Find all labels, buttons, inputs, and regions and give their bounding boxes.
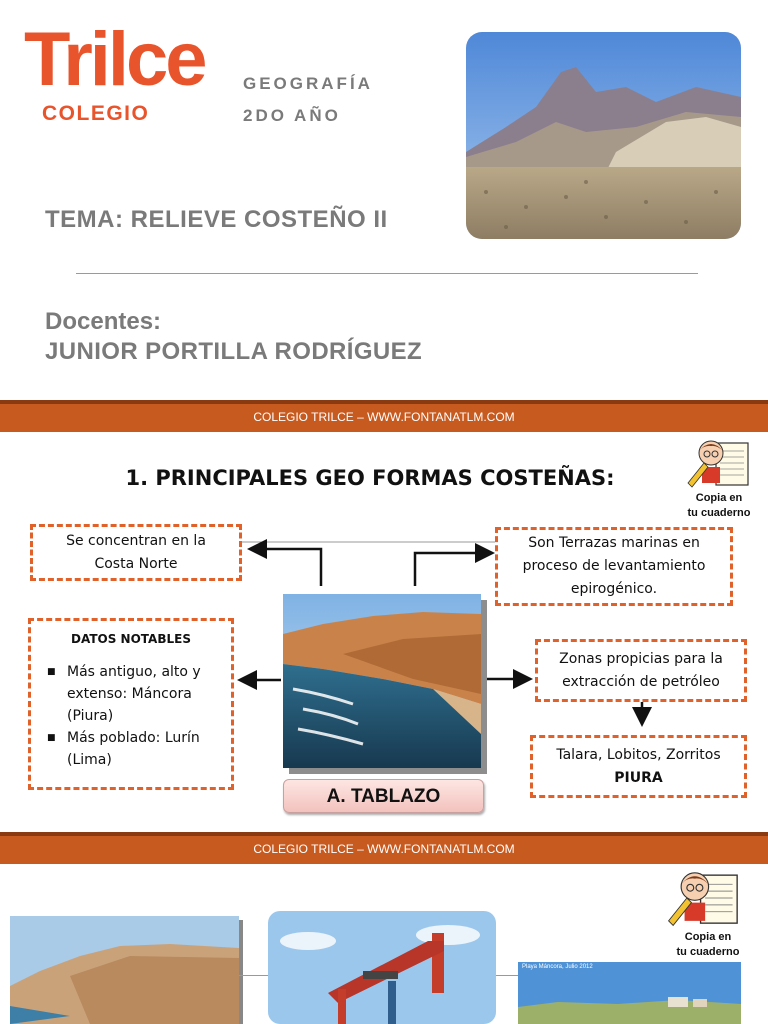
logo-wordmark: Trilce <box>24 17 205 102</box>
oil-pump-photo <box>268 911 496 1024</box>
divider <box>76 273 698 274</box>
photo-caption: Playa Máncora, Julio 2012 <box>522 964 593 970</box>
subject-name: GEOGRAFÍA <box>243 74 373 93</box>
copy-note: Copia en tu cuaderno <box>676 931 740 958</box>
grade-level: 2DO AÑO <box>243 106 341 125</box>
box-notable-data <box>28 618 234 790</box>
notable-data-title: DATOS NOTABLES <box>71 632 191 646</box>
desert-mountain-photo <box>466 32 741 239</box>
list-item: ■ Más antiguo, alto y extenso: Máncora (Piura) <box>41 661 221 727</box>
tablazo-coast-photo <box>283 594 481 768</box>
teachers-label: Docentes: <box>45 308 162 335</box>
connector-line <box>496 975 518 976</box>
tablazo-label: A. TABLAZO <box>283 779 484 813</box>
footer-banner: COLEGIO TRILCE – WWW.FONTANATLM.COM <box>0 400 768 432</box>
box-oil-extraction: Zonas propicias para la extracción de petróleo <box>535 639 747 702</box>
mancora-beach-photo <box>518 962 741 1024</box>
connector-line <box>239 975 268 976</box>
student-writing-icon <box>664 868 744 928</box>
topic-title: TEMA: RELIEVE COSTEÑO II <box>45 206 388 233</box>
title-slide <box>0 0 768 400</box>
box-oil-places: Talara, Lobitos, Zorritos PIURA <box>530 735 747 798</box>
notable-data-list <box>41 661 221 771</box>
trilce-logo <box>24 17 205 126</box>
section-title: 1. PRINCIPALES GEO FORMAS COSTEÑAS: <box>125 466 615 490</box>
coastal-cliff-photo <box>10 916 239 1024</box>
list-item: ■ Más poblado: Lurín (Lima) <box>41 727 221 771</box>
course-info <box>243 68 373 132</box>
box-north-coast: Se concentran en la Costa Norte <box>30 524 242 581</box>
logo-subtitle: COLEGIO <box>42 102 150 125</box>
copy-note: Copia en tu cuaderno <box>687 492 751 519</box>
footer-banner: COLEGIO TRILCE – WWW.FONTANATLM.COM <box>0 832 768 864</box>
teacher-name: JUNIOR PORTILLA RODRÍGUEZ <box>45 338 423 365</box>
box-marine-terraces: Son Terrazas marinas en proceso de levantamiento epirogénico. <box>495 527 733 606</box>
